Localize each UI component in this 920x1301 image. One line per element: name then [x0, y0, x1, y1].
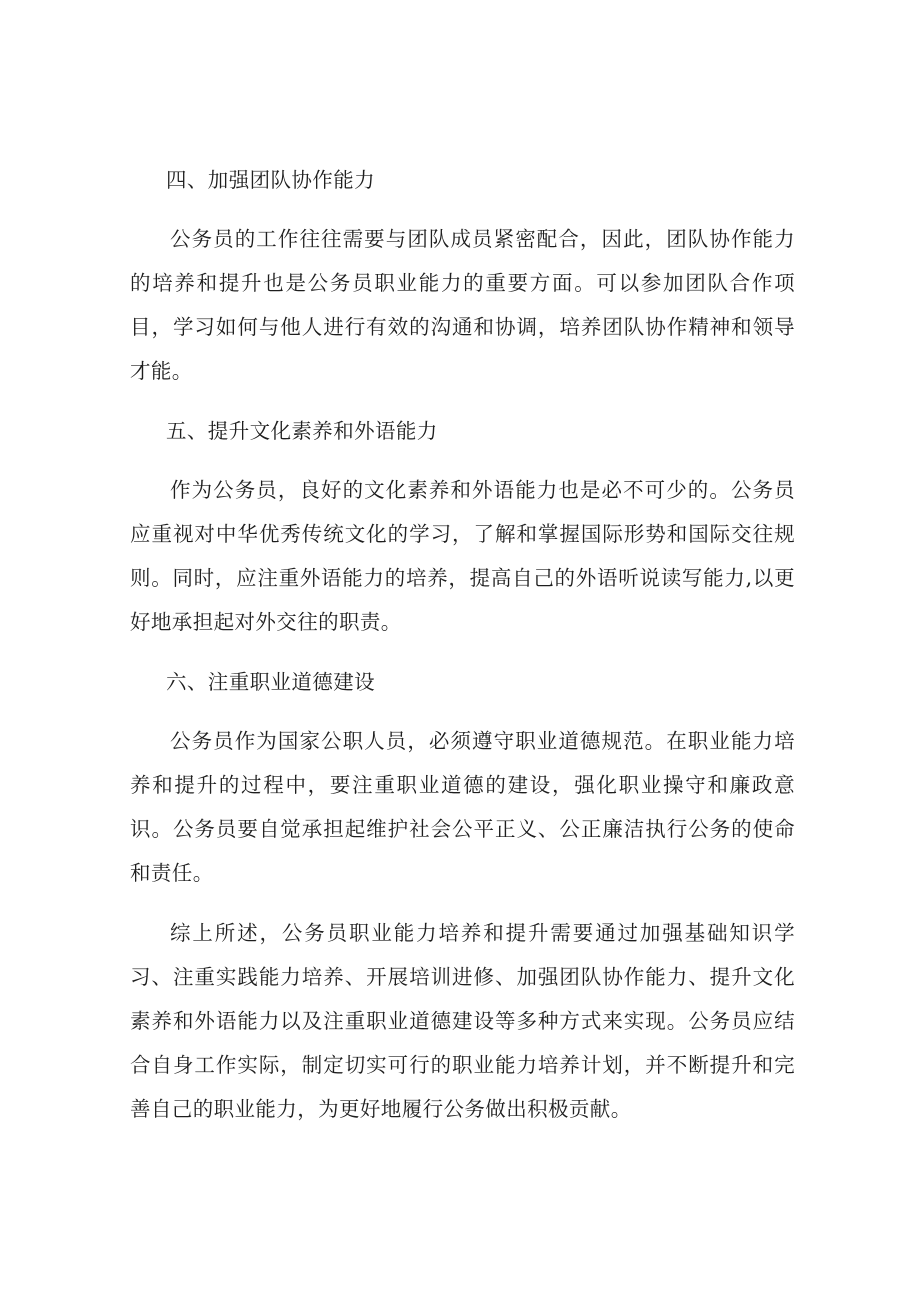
section-paragraph-4: 公务员的工作往往需要与团队成员紧密配合，因此，团队协作能力的培养和提升也是公务员职业能力的重要方面。可以参加团队合作项目，学习如何与他人进行有效的沟通和协调，培养团队协作精神和领导才能。: [130, 227, 795, 383]
document-body: [130, 158, 795, 1131]
section-paragraph-5: 作为公务员，良好的文化素养和外语能力也是必不可少的。公务员应重视对中华优秀传统文化的学习，了解和掌握国际形势和国际交往规则。同时，应注重外语能力的培养，提高自己的外语听说读写能力,以更好地承担起对外交往的职责。: [130, 478, 795, 634]
section-heading-4: 四、加强团队协作能力: [166, 168, 375, 192]
section-heading-5: 五、提升文化素养和外语能力: [166, 419, 438, 443]
section-heading-6: 六、注重职业道德建设: [166, 670, 375, 694]
section-paragraph-6: 公务员作为国家公职人员，必须遵守职业道德规范。在职业能力培养和提升的过程中，要注重职业道德的建设，强化职业操守和廉政意识。公务员要自觉承担起维护社会公平正义、公正廉洁执行公务的使命和责任。: [130, 729, 795, 885]
conclusion-paragraph: 综上所述，公务员职业能力培养和提升需要通过加强基础知识学习、注重实践能力培养、开展培训进修、加强团队协作能力、提升文化素养和外语能力以及注重职业道德建设等多种方式来实现。公务员应结合自身工作实际，制定切实可行的职业能力培养计划，并不断提升和完善自己的职业能力，为更好地履行公务做出积极贡献。: [130, 921, 795, 1121]
